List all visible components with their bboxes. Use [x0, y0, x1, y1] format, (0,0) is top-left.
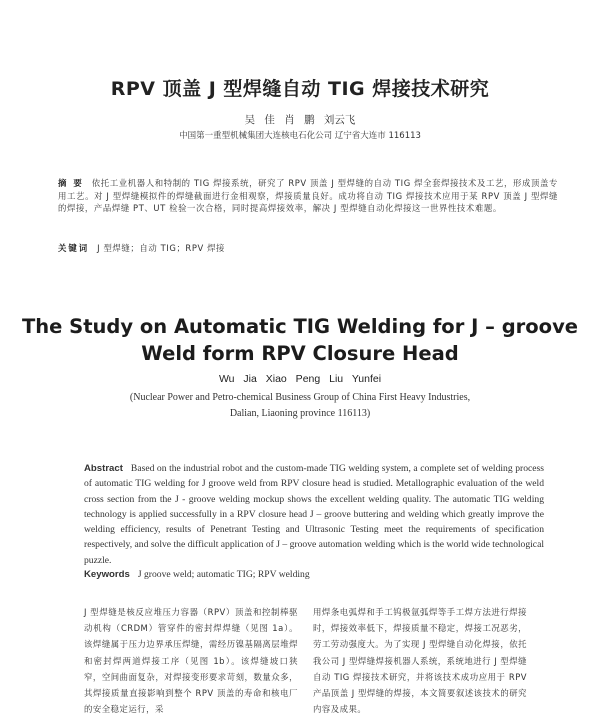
- chinese-keywords-label: 关键词: [58, 243, 90, 253]
- english-affiliation: [0, 390, 600, 422]
- english-abstract-label: Abstract: [84, 463, 123, 474]
- english-title: [0, 313, 600, 367]
- body-column-left: J 型焊缝是核反应堆压力容器（RPV）顶盖和控制棒驱动机构（CRDM）管穿件的密封焊焊缝（见图 1a）。该焊缝属于压力边界承压焊缝，需经历镍基隔离层堆焊和密封焊两道焊接工序（见图 1b）。该焊缝坡口狭窄，空间曲面复杂，对焊接变形要求苛刻，数量众多，其焊接质量直接影响到整个 RPV 顶盖的寿命和核电厂的安全稳定运行，采: [84, 607, 298, 715]
- chinese-title: RPV 顶盖 J 型焊缝自动 TIG 焊接技术研究: [110, 78, 490, 100]
- english-abstract-text: Based on the industrial robot and the custom-made TIG welding system, a complete set of welding process of automatic TIG welding for J groove weld from RPV closure head is studied. Metallographic evaluation of the weld cross section from the J - groove welding mockup shows the excellent welding quality. The automatic TIG welding technology is applied successfully in a RPV closure head J – groove buttering and welding which greatly improve the welding efficiency, results of Penetrant Testing and Ultrasonic Testing meet the requirements of specification respectively, and solve the difficult application of J – groove automation welding which is the world wide technological puzzle.: [84, 463, 544, 566]
- chinese-keywords-text: J 型焊缝；自动 TIG；RPV 焊接: [97, 243, 226, 253]
- english-keywords-text: J groove weld; automatic TIG; RPV welding: [137, 569, 310, 580]
- chinese-authors: 吴 佳 肖 鹏 刘云飞: [244, 114, 356, 126]
- chinese-abstract-text: 依托工业机器人和特制的 TIG 焊接系统，研究了 RPV 顶盖 J 型焊缝的自动 TIG 焊全套焊接技术及工艺，形成顶盖专用工艺。对 J 型焊缝模拟件的焊缝截面进行金相观察，焊接质量良好。成功将自动 TIG 焊接技术应用于某 RPV 顶盖 J 型焊缝的焊接，产品焊缝 PT、UT 检验一次合格，同时提高焊接效率，解决 J 型焊缝自动化焊接这一世界性技术难题。: [58, 178, 558, 214]
- body-column-right: 用焊条电弧焊和手工钨极氩弧焊等手工焊方法进行焊接时，焊接效率低下，焊接质量不稳定，焊接工况恶劣，劳工劳动强度大。为了实现 J 型焊缝自动化焊接，依托我公司 J 型焊缝焊接机器人系统，系统地进行 J 型焊缝自动 TIG 焊接技术研究，并将该技术成功应用于 RPV 产品顶盖 J 型焊缝的焊接，本文简要叙述该技术的研究内容及成果。: [313, 607, 527, 715]
- english-title-line-2: Weld form RPV Closure Head: [141, 342, 459, 365]
- english-keywords: [84, 569, 544, 580]
- english-authors: Wu Jia Xiao Peng Liu Yunfei: [218, 373, 382, 385]
- english-affiliation-line-1: (Nuclear Power and Petro-chemical Business Group of China First Heavy Industries,: [129, 392, 471, 403]
- english-keywords-label: Keywords: [84, 569, 130, 580]
- english-title-line-1: The Study on Automatic TIG Welding for J – groove: [21, 315, 579, 338]
- chinese-abstract-label: 摘 要: [58, 178, 84, 188]
- english-abstract: [84, 461, 544, 568]
- chinese-abstract: [58, 177, 558, 215]
- chinese-affiliation: 中国第一重型机械集团大连核电石化公司 辽宁省大连市 116113: [179, 131, 421, 141]
- chinese-keywords: [58, 242, 558, 254]
- english-affiliation-line-2: Dalian, Liaoning province 116113): [229, 408, 371, 419]
